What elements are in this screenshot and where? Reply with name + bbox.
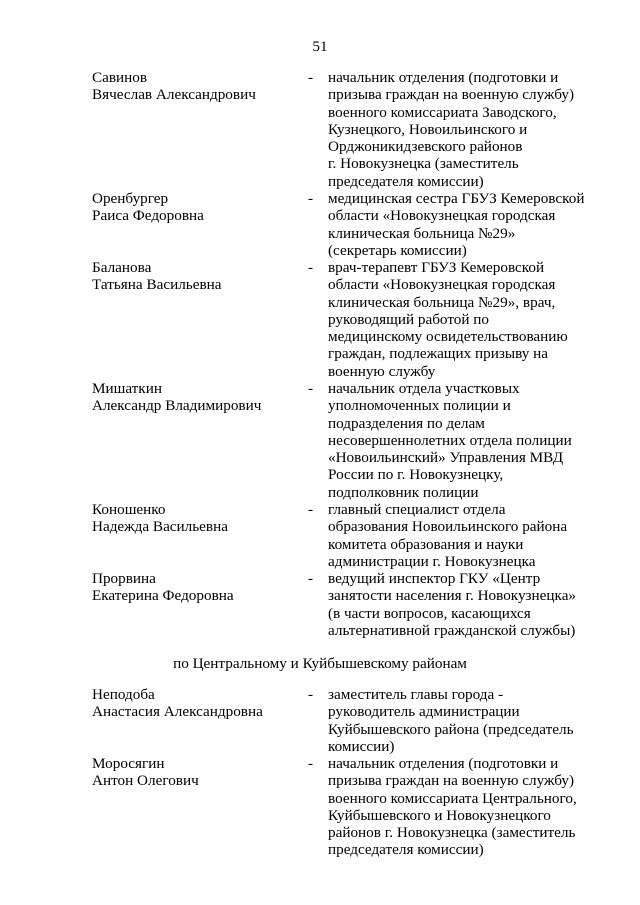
member-name [92,501,292,536]
separator-dash: - [308,69,314,86]
member-surname: Савинов [92,69,148,86]
member-given-names: Раиса Федоровна [92,207,204,225]
member-surname: Прорвина [92,570,156,587]
member-role [328,686,590,755]
separator-dash: - [308,686,314,703]
member-name [92,190,292,225]
role-line: начальник отделения (подготовки и [328,69,559,86]
role-line: начальник отдела участковых [328,380,520,397]
role-line: заместитель главы города - [328,686,504,703]
member-surname: Оренбургер [92,190,169,207]
role-line: Орджоникидзевского районов [328,138,523,156]
role-line: уполномоченных полиции и [328,397,511,415]
role-line: главный специалист отдела [328,501,506,518]
role-line: клиническая больница №29», врач, [328,293,556,311]
role-line: несовершеннолетних отдела полиции [328,431,572,449]
role-line: председателя комиссии) [328,841,484,859]
member-name [92,686,292,721]
role-line: председателя комиссии) [328,172,484,190]
role-line: медицинская сестра ГБУЗ Кемеровской [328,190,585,207]
member-surname: Коношенко [92,501,166,518]
role-line: призыва граждан на военную службу) [328,772,575,790]
role-line: подполковник полиции [328,483,479,501]
role-line: области «Новокузнецкая городская [328,276,556,294]
role-line: военную службу [328,362,436,380]
member-name [92,570,292,605]
member-name [92,69,292,104]
role-line: руководящий работой по [328,310,490,328]
role-line: медицинскому освидетельствованию [328,328,568,346]
separator-dash: - [308,570,314,587]
role-line: врач-терапевт ГБУЗ Кемеровской [328,259,545,276]
separator-dash: - [308,755,314,772]
member-role [328,501,590,570]
role-line: призыва граждан на военную службу) [328,86,575,104]
role-line: военного комиссариата Заводского, [328,103,557,121]
role-line: (секретарь комиссии) [328,241,467,259]
role-line: клиническая больница №29» [328,224,516,242]
member-role [328,259,590,380]
role-line: России по г. Новокузнецку, [328,466,504,484]
member-given-names: Александр Владимирович [92,397,262,415]
role-line: Куйбышевского и Новокузнецкого [328,806,551,824]
member-role [328,190,590,259]
role-line: граждан, подлежащих призыву на [328,345,548,363]
member-role [328,755,590,859]
role-line: Куйбышевского района (председатель [328,720,574,738]
separator-dash: - [308,259,314,276]
member-name [92,259,292,294]
role-line: комиссии) [328,737,395,755]
member-surname: Моросягин [92,755,165,772]
role-line: начальник отделения (подготовки и [328,755,559,772]
separator-dash: - [308,501,314,518]
separator-dash: - [308,380,314,397]
role-line: районов г. Новокузнецка (заместитель [328,824,576,842]
member-given-names: Антон Олегович [92,772,199,790]
role-line: г. Новокузнецка (заместитель [328,155,519,173]
member-given-names: Екатерина Федоровна [92,587,234,605]
member-surname: Неподоба [92,686,155,703]
member-name [92,380,292,415]
member-surname: Мишаткин [92,380,162,397]
role-line: занятости населения г. Новокузнецка» [328,587,577,605]
role-line: комитета образования и науки [328,535,524,553]
separator-dash: - [308,190,314,207]
role-line: образования Новоильинского района [328,518,568,536]
member-given-names: Анастасия Александровна [92,703,263,721]
member-given-names: Татьяна Васильевна [92,276,222,294]
role-line: ведущий инспектор ГКУ «Центр [328,570,541,587]
role-line: подразделения по делам [328,414,485,432]
member-given-names: Надежда Васильевна [92,518,228,536]
page-number: 51 [312,38,328,55]
member-given-names: Вячеслав Александрович [92,86,256,104]
member-surname: Баланова [92,259,152,276]
member-name [92,755,292,790]
role-line: администрации г. Новокузнецка [328,552,536,570]
role-line: «Новоильинский» Управления МВД [328,449,564,467]
member-role [328,69,590,190]
role-line: руководитель администрации [328,703,520,721]
role-line: военного комиссариата Центрального, [328,789,577,807]
section-heading: по Центральному и Куйбышевскому районам [173,655,467,672]
role-line: Кузнецкого, Новоильинского и [328,120,528,138]
member-role [328,380,590,501]
member-role [328,570,590,639]
role-line: области «Новокузнецкая городская [328,207,556,225]
role-line: (в части вопросов, касающихся [328,604,531,622]
role-line: альтернативной гражданской службы) [328,621,576,639]
